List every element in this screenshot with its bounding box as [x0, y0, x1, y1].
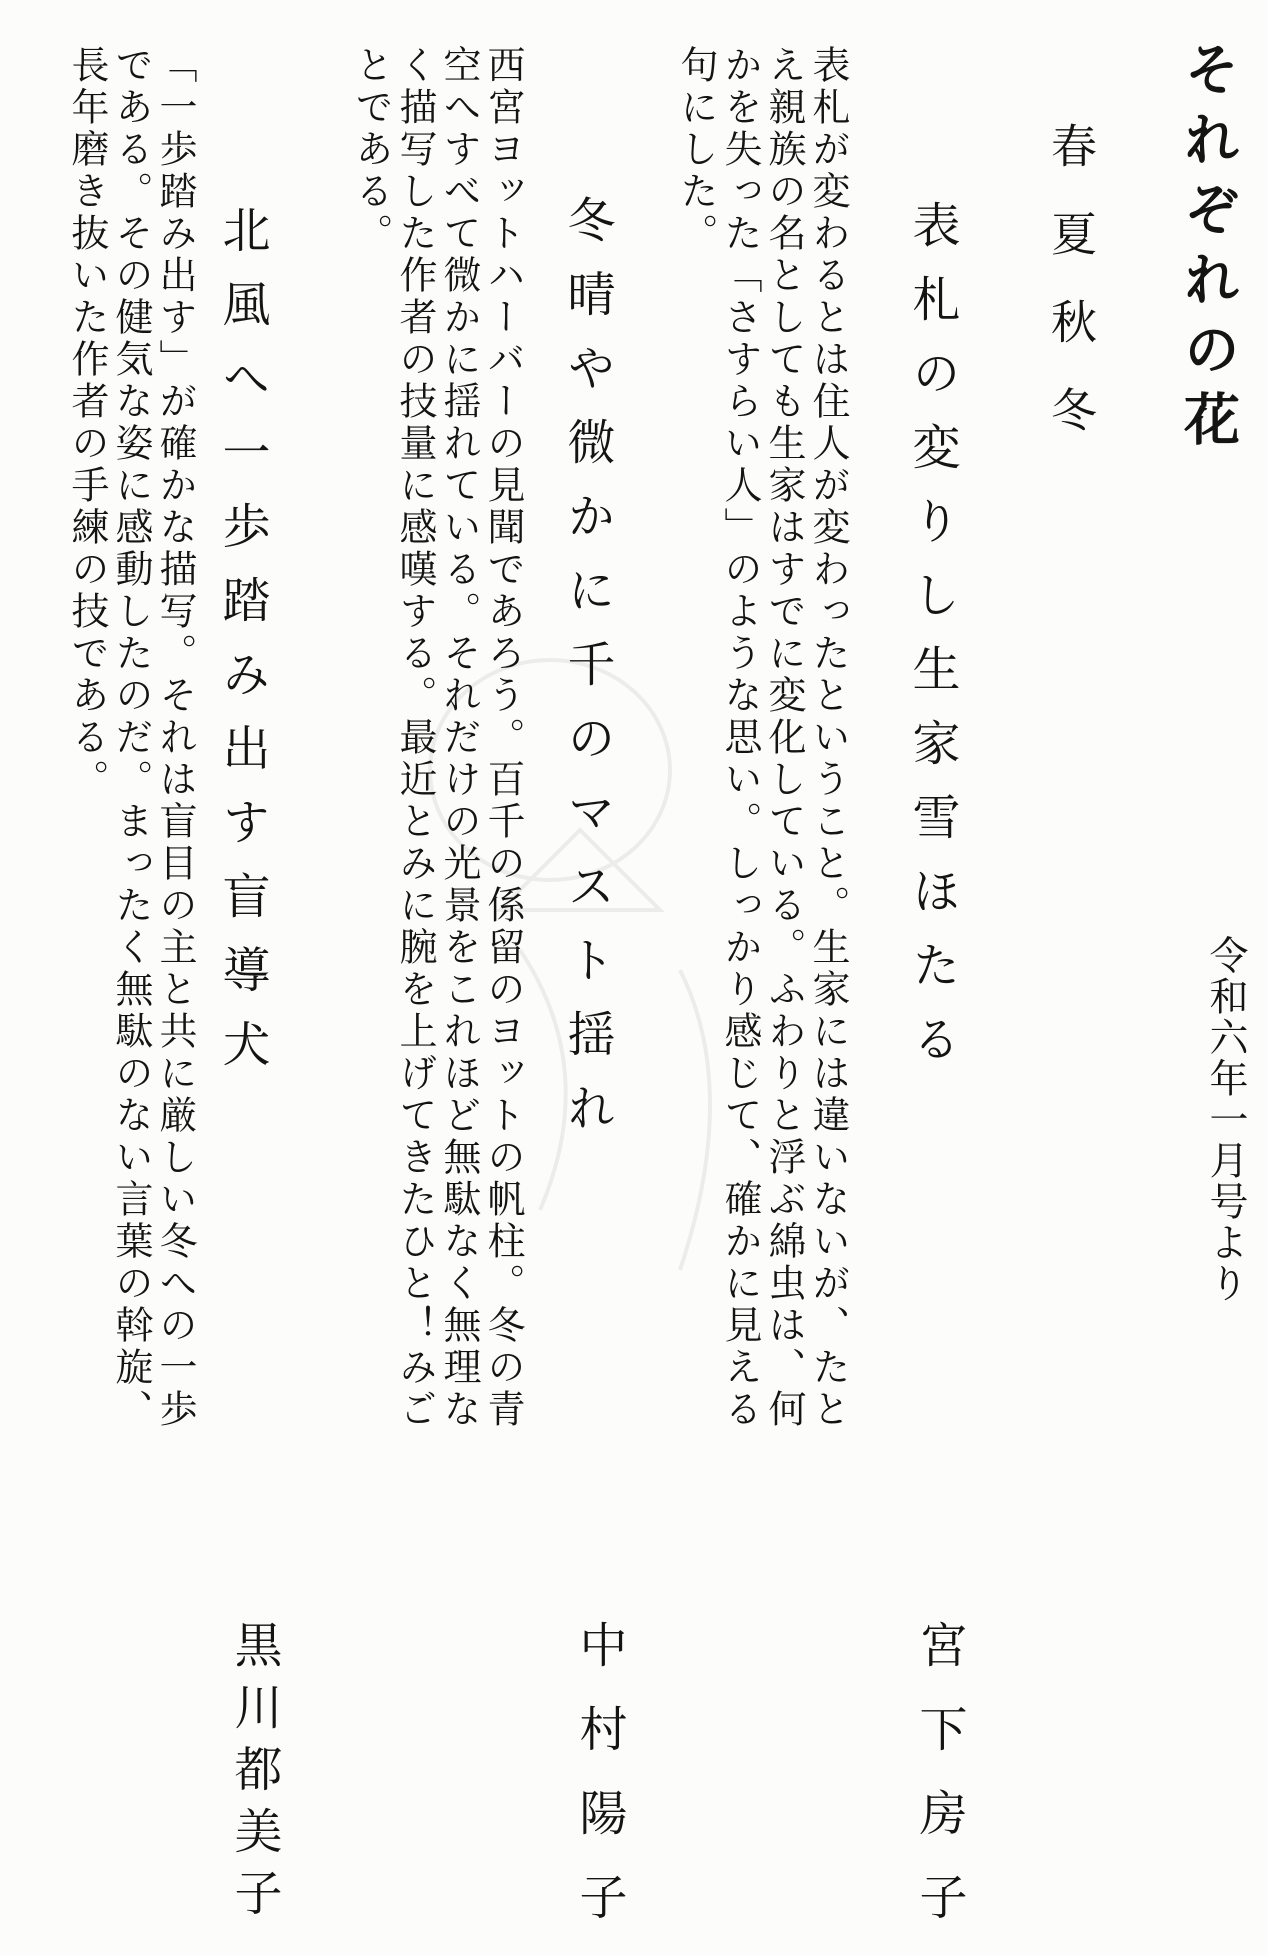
page-title: それぞれの花: [1175, 40, 1241, 460]
source-dateline: 令和六年一月号より: [1203, 935, 1248, 1304]
haiku-3-commentary: 「一歩踏み出す」が確かな描写。それは盲目の主と共に厳しい冬への一歩である。その健気な姿に感動したのだ。まったく無駄のない言葉の斡旋、長年磨き抜いた作者の手練の技である。: [65, 45, 197, 1431]
haiku-1: 表札の変りし生家雪ほたる: [904, 200, 960, 1088]
haiku-2-commentary: 西宮ヨットハーバーの見聞であろう。百千の係留のヨットの帆柱。冬の青空へすべて微かに揺れている。それだけの光景をこれほど無駄なく無理なく描写した作者の技量に感嘆する。最近とみに腕を上げてきたひと！みごとである。: [349, 45, 525, 1431]
haiku-3: 北風へ一歩踏み出す盲導犬: [214, 205, 270, 1093]
haiku-1-commentary: 表札が変わるとは住人が変わったということ。生家には違いないが、たとえ親族の名としても生家はすでに変化している。ふわりと浮ぶ綿虫は、何かを失った「さすらい人」のような思い。しっかり感じて、確かに見える句にした。: [674, 45, 850, 1431]
haiku-2-author: 中村陽子: [571, 1620, 627, 1956]
haiku-1-author: 宮下房子: [911, 1620, 967, 1956]
section-subtitle: 春夏秋冬: [1044, 122, 1098, 474]
haiku-3-author: 黒川都美子: [226, 1620, 282, 1930]
haiku-2: 冬晴や微かに千のマスト揺れ: [559, 195, 615, 1157]
